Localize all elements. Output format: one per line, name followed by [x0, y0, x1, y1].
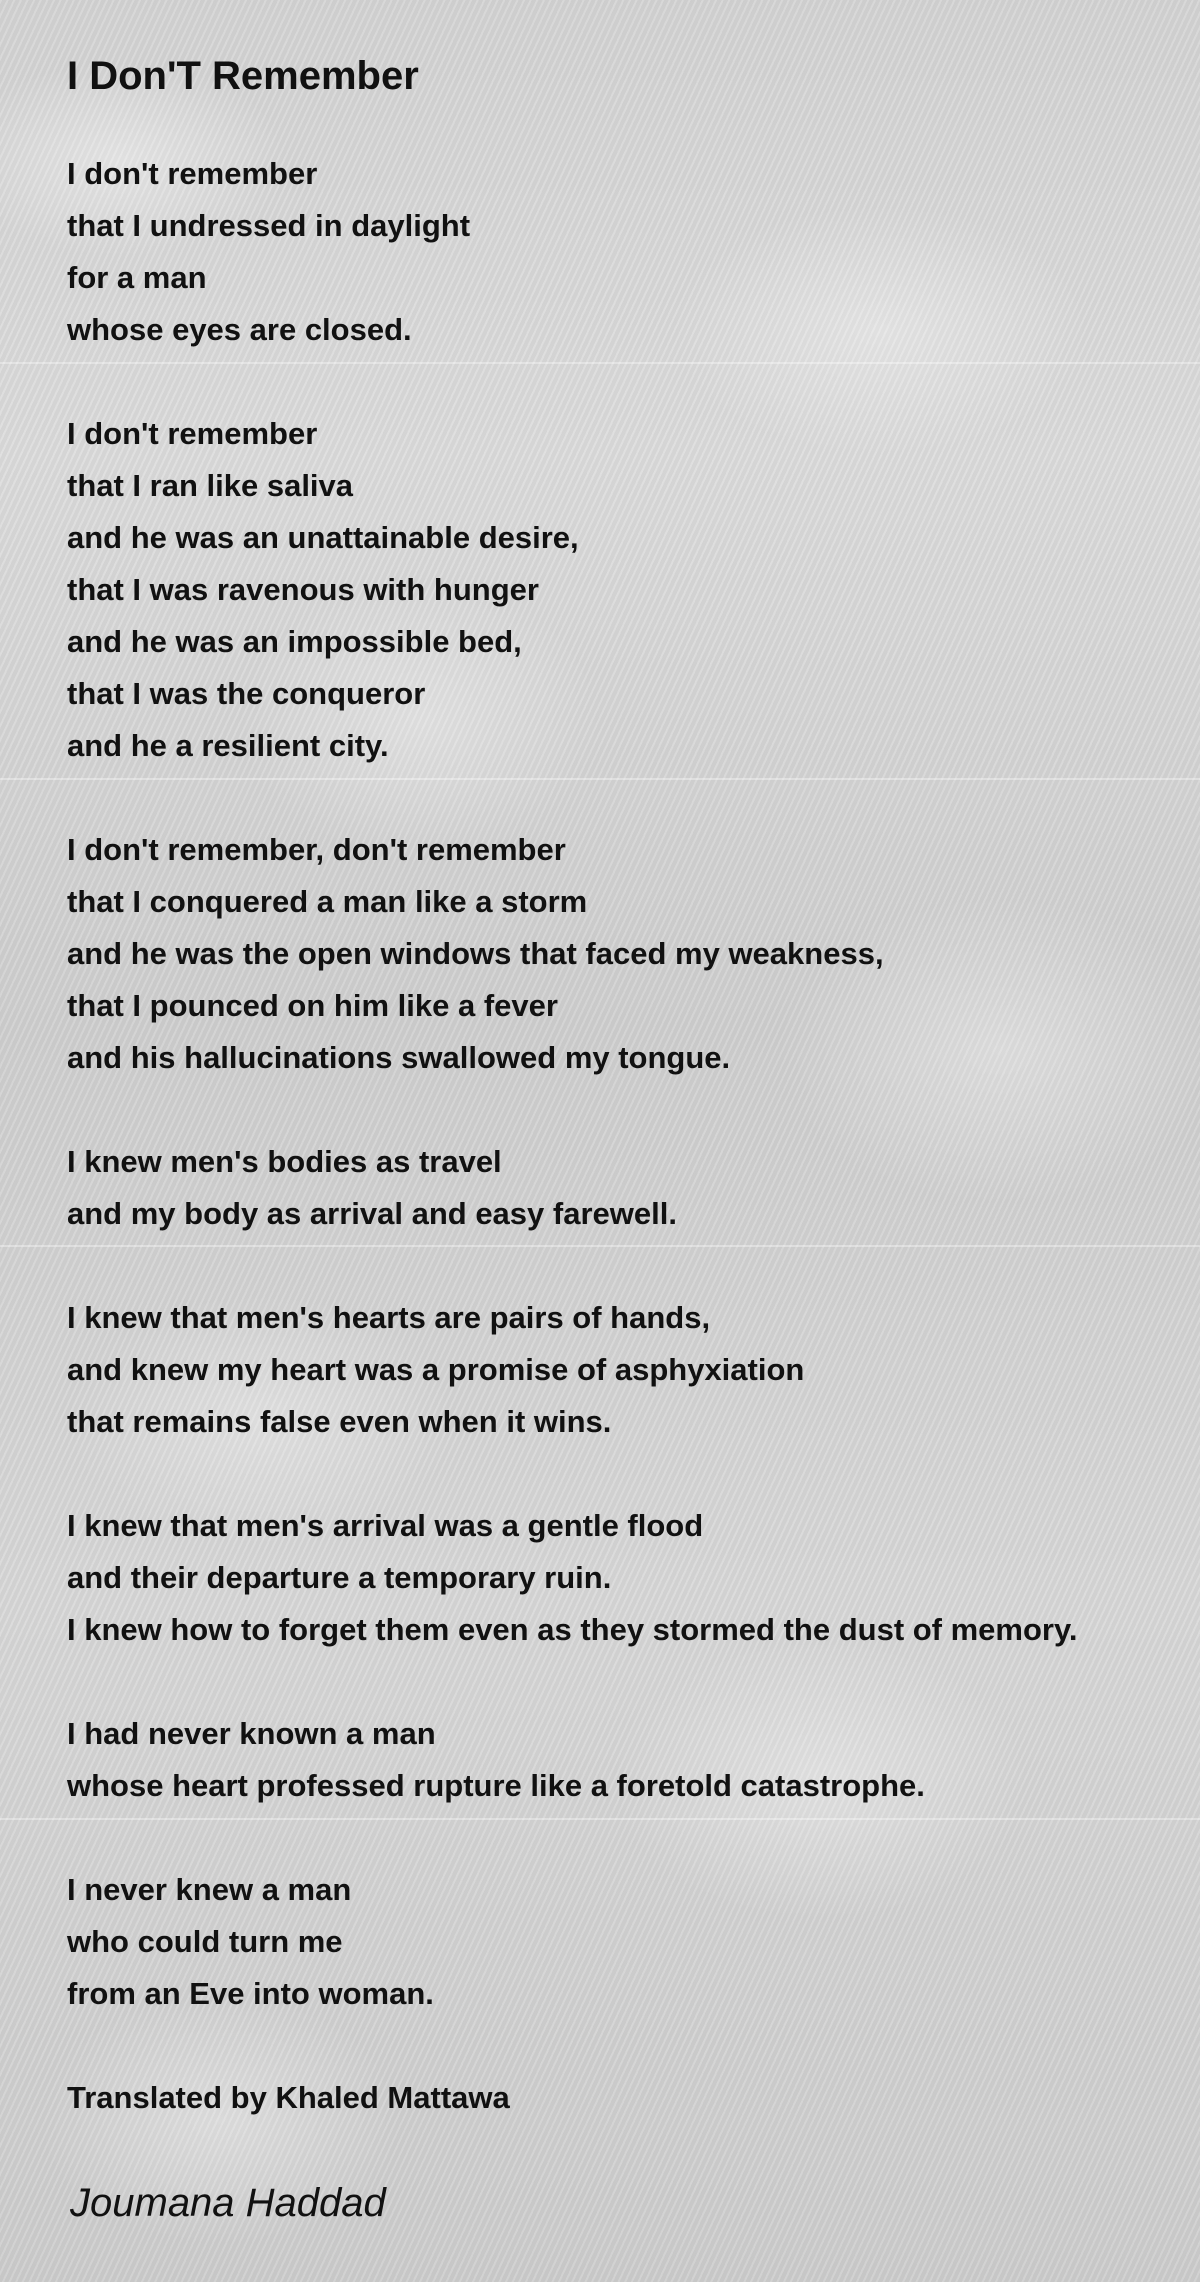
poem-line: that remains false even when it wins.	[67, 1404, 612, 1439]
poem-line: that I undressed in daylight	[67, 208, 471, 243]
poem-stanza	[67, 408, 1078, 772]
poem-stanza	[67, 1864, 1078, 2020]
poem-line: and he a resilient city.	[67, 728, 389, 763]
poem-line: and he was an impossible bed,	[67, 624, 522, 659]
poem-line: and his hallucinations swallowed my tongue.	[67, 1040, 731, 1075]
poem-line: and their departure a temporary ruin.	[67, 1560, 612, 1595]
poem-line: and my body as arrival and easy farewell.	[67, 1196, 677, 1231]
poem-line: I knew men's bodies as travel	[67, 1144, 502, 1179]
poem-line: whose heart professed rupture like a foretold catastrophe.	[67, 1768, 925, 1803]
poem-line: from an Eve into woman.	[67, 1976, 434, 2011]
poem-line: that I was the conqueror	[67, 676, 426, 711]
poem-stanza	[67, 148, 1078, 356]
poem-line: that I conquered a man like a storm	[67, 884, 588, 919]
poem-line: I knew how to forget them even as they stormed the dust of memory.	[67, 1612, 1078, 1647]
poem-title: I Don'T Remember	[67, 54, 419, 98]
poem-stanza	[67, 1292, 1078, 1448]
poem-author: Joumana Haddad	[70, 2181, 386, 2225]
poem-line: and knew my heart was a promise of asphyxiation	[67, 1352, 805, 1387]
poem-line: who could turn me	[67, 1924, 343, 1959]
poem-stanza	[67, 1136, 1078, 1240]
poem-line: that I pounced on him like a fever	[67, 988, 558, 1023]
poem-stanza	[67, 1708, 1078, 1812]
translator-credit	[67, 2072, 1078, 2124]
poem-stanza	[67, 1500, 1078, 1656]
poem-line: that I ran like saliva	[67, 468, 354, 503]
poem-line: I don't remember	[67, 156, 318, 191]
poem-stanza	[67, 824, 1078, 1084]
poem-line: and he was an unattainable desire,	[67, 520, 579, 555]
poem-line: I knew that men's hearts are pairs of hands,	[67, 1300, 711, 1335]
poem-line: whose eyes are closed.	[67, 312, 412, 347]
poem-body	[67, 148, 1078, 2124]
poem-line: I knew that men's arrival was a gentle flood	[67, 1508, 704, 1543]
translator-credit-text: Translated by Khaled Mattawa	[67, 2080, 510, 2115]
poem-line: and he was the open windows that faced my weakness,	[67, 936, 884, 971]
poem-line: I don't remember, don't remember	[67, 832, 566, 867]
poem-line: I don't remember	[67, 416, 318, 451]
poem-line: I never knew a man	[67, 1872, 352, 1907]
poem-line: that I was ravenous with hunger	[67, 572, 539, 607]
poem-line: I had never known a man	[67, 1716, 436, 1751]
poem-line: for a man	[67, 260, 207, 295]
